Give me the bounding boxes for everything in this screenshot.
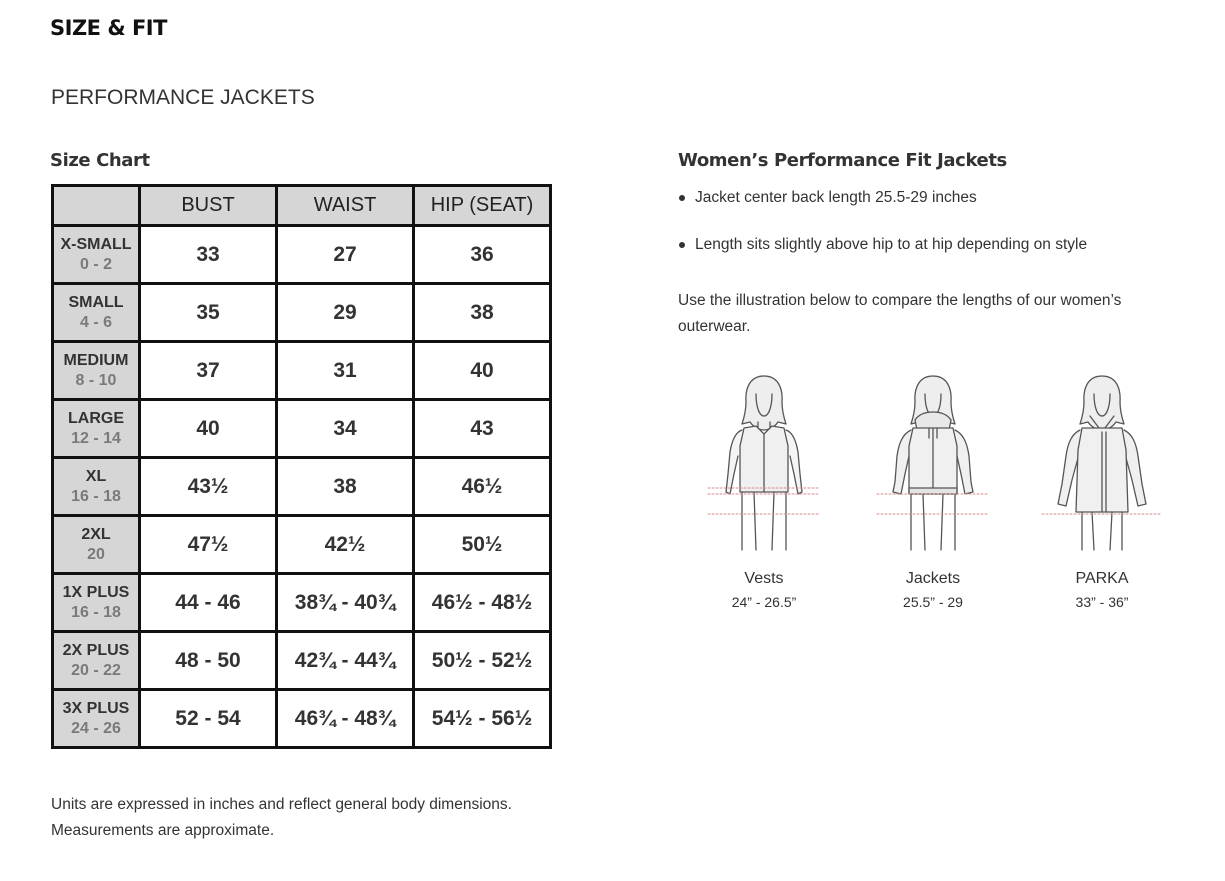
page-heading: SIZE & FIT: [50, 16, 167, 40]
numeric-size: 4 - 6: [79, 313, 112, 331]
figure-label: PARKA: [1075, 570, 1129, 587]
bust-cell: 37: [140, 342, 277, 400]
row-header: [53, 226, 140, 284]
bust-cell: 40: [140, 400, 277, 458]
list-item: Jacket center back length 25.5-29 inches: [678, 188, 1198, 208]
size-label: 1X PLUS: [62, 583, 130, 601]
waist-cell: 27: [277, 226, 414, 284]
figure-range: 25.5” - 29: [903, 594, 963, 610]
vest-figure-icon: [684, 370, 844, 552]
hip-cell: 40: [414, 342, 551, 400]
size-chart-table: [51, 184, 552, 749]
bust-cell: 33: [140, 226, 277, 284]
size-label: X-SMALL: [60, 235, 132, 253]
numeric-size: 8 - 10: [75, 371, 117, 389]
size-label: XL: [85, 467, 107, 485]
table-row: [53, 400, 551, 458]
row-header: [53, 400, 140, 458]
table-row: [53, 458, 551, 516]
numeric-size: 16 - 18: [71, 603, 121, 621]
hip-cell: 43: [414, 400, 551, 458]
table-row: [53, 284, 551, 342]
fit-bullet-list: [678, 188, 1198, 282]
bust-cell: 52 - 54: [140, 690, 277, 748]
table-row: [53, 342, 551, 400]
hip-cell: 50½ - 52½: [414, 632, 551, 690]
numeric-size: 0 - 2: [79, 255, 112, 273]
figure-range: 33” - 36”: [1075, 594, 1129, 610]
bust-cell: 47½: [140, 516, 277, 574]
list-item: Length sits slightly above hip to at hip depending on style: [678, 235, 1198, 255]
compare-note: Use the illustration below to compare the lengths of our women’s outerwear.: [678, 292, 1122, 335]
hip-cell: 38: [414, 284, 551, 342]
size-label: 3X PLUS: [62, 699, 130, 717]
table-row: [53, 226, 551, 284]
size-label: 2XL: [81, 525, 111, 543]
table-row: [53, 690, 551, 748]
waist-cell: 31: [277, 342, 414, 400]
waist-cell: 38¾ - 40¾: [277, 574, 414, 632]
size-label: 2X PLUS: [62, 641, 130, 659]
table-header-row: [53, 186, 551, 226]
units-note-line-2: Measurements are approximate.: [51, 822, 275, 839]
figure-label: Jackets: [905, 570, 961, 587]
size-chart-title: Size Chart: [50, 150, 150, 171]
bust-cell: 48 - 50: [140, 632, 277, 690]
size-label: LARGE: [68, 409, 124, 427]
row-header: [53, 632, 140, 690]
units-note-line-1: Units are expressed in inches and reflect general body dimensions.: [51, 796, 512, 813]
section-title: PERFORMANCE JACKETS: [51, 86, 315, 109]
figure-label: Vests: [744, 570, 784, 587]
row-header: [53, 516, 140, 574]
table-row: [53, 516, 551, 574]
bust-cell: 44 - 46: [140, 574, 277, 632]
hip-cell: 46½ - 48½: [414, 574, 551, 632]
hip-cell: 36: [414, 226, 551, 284]
row-header: [53, 284, 140, 342]
hip-cell: 46½: [414, 458, 551, 516]
numeric-size: 16 - 18: [71, 487, 121, 505]
waist-cell: 42½: [277, 516, 414, 574]
row-header: [53, 458, 140, 516]
table-row: [53, 632, 551, 690]
column-header-waist: WAIST: [277, 186, 414, 226]
column-header-bust: BUST: [140, 186, 277, 226]
waist-cell: 34: [277, 400, 414, 458]
fit-title: Women’s Performance Fit Jackets: [678, 150, 1007, 171]
numeric-size: 20 - 22: [71, 661, 121, 679]
row-header: [53, 342, 140, 400]
hip-cell: 54½ - 56½: [414, 690, 551, 748]
size-label: MEDIUM: [63, 351, 129, 369]
waist-cell: 29: [277, 284, 414, 342]
waist-cell: 46¾ - 48¾: [277, 690, 414, 748]
row-header: [53, 574, 140, 632]
waist-cell: 38: [277, 458, 414, 516]
size-label: SMALL: [68, 293, 124, 311]
units-note: [51, 792, 571, 844]
row-header: [53, 690, 140, 748]
parka-figure: [1022, 370, 1182, 610]
jacket-figure: [853, 370, 1013, 610]
numeric-size: 12 - 14: [71, 429, 121, 447]
hip-cell: 50½: [414, 516, 551, 574]
vest-figure: [684, 370, 844, 610]
parka-figure-icon: [1022, 370, 1182, 552]
waist-cell: 42¾ - 44¾: [277, 632, 414, 690]
numeric-size: 20: [87, 545, 105, 563]
bust-cell: 43½: [140, 458, 277, 516]
table-corner-cell: [53, 186, 140, 226]
bust-cell: 35: [140, 284, 277, 342]
figure-range: 24” - 26.5”: [731, 594, 797, 610]
numeric-size: 24 - 26: [71, 719, 121, 737]
table-row: [53, 574, 551, 632]
jacket-figure-icon: [853, 370, 1013, 552]
column-header-hip: HIP (SEAT): [414, 186, 551, 226]
